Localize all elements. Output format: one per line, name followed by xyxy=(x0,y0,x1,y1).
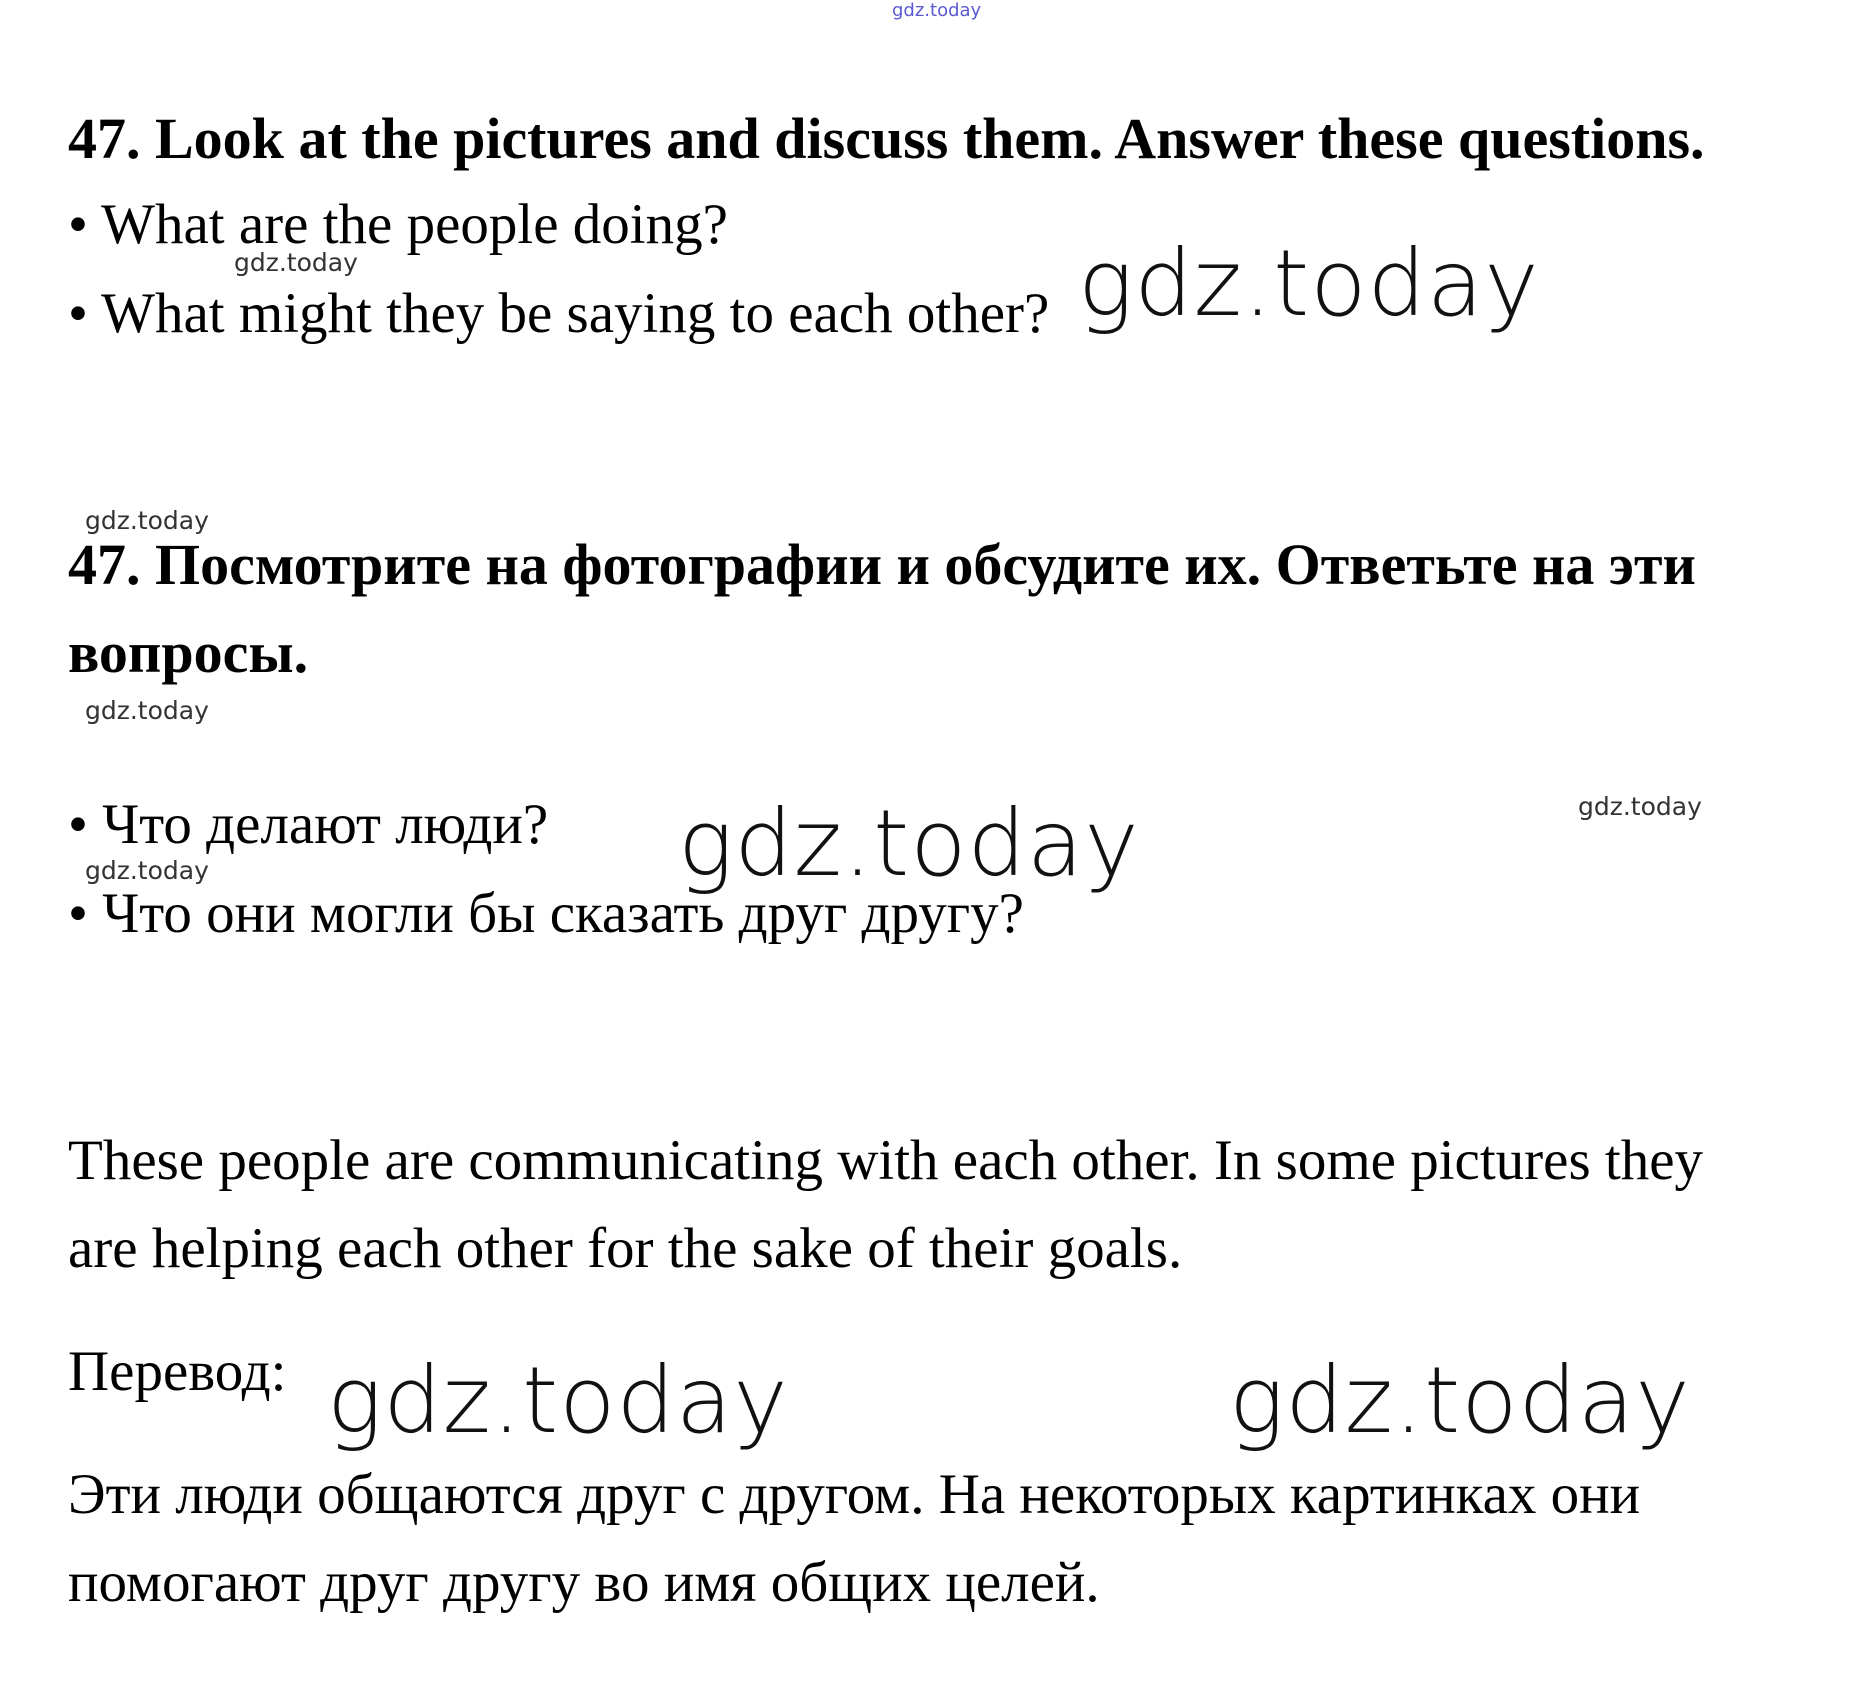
watermark-small: gdz.today xyxy=(85,506,209,535)
answer-line-1: These people are communicating with each other. In some pictures they xyxy=(68,1129,1704,1192)
watermark-small: gdz.today xyxy=(85,696,209,725)
watermark-large: gdz.today xyxy=(678,790,1140,897)
question-ru-2: • Что они могли бы сказать друг другу? xyxy=(68,882,1024,945)
watermark-large: gdz.today xyxy=(1078,230,1540,337)
watermark-large: gdz.today xyxy=(1229,1347,1691,1454)
question-en-2: • What might they be saying to each other? xyxy=(68,282,1050,345)
question-ru-1: • Что делают люди? xyxy=(68,793,549,856)
translation-line-2: помогают друг другу во имя общих целей. xyxy=(68,1551,1100,1614)
exercise-heading-ru-line1: 47. Посмотрите на фотографии и обсудите их. Ответьте на эти xyxy=(68,532,1696,597)
watermark-small: gdz.today xyxy=(85,856,209,885)
watermark-top: gdz.today xyxy=(892,0,982,21)
answer-line-2: are helping each other for the sake of their goals. xyxy=(68,1217,1183,1280)
watermark-small: gdz.today xyxy=(234,248,358,277)
exercise-heading-en: 47. Look at the pictures and discuss them. Answer these questions. xyxy=(68,106,1705,171)
question-en-1: • What are the people doing? xyxy=(68,193,728,256)
watermark-small: gdz.today xyxy=(1578,792,1702,821)
translation-line-1: Эти люди общаются друг с другом. На некоторых картинках они xyxy=(68,1463,1641,1526)
translation-label: Перевод: xyxy=(68,1340,287,1403)
watermark-large: gdz.today xyxy=(327,1347,789,1454)
exercise-heading-ru-line2: вопросы. xyxy=(68,620,309,685)
